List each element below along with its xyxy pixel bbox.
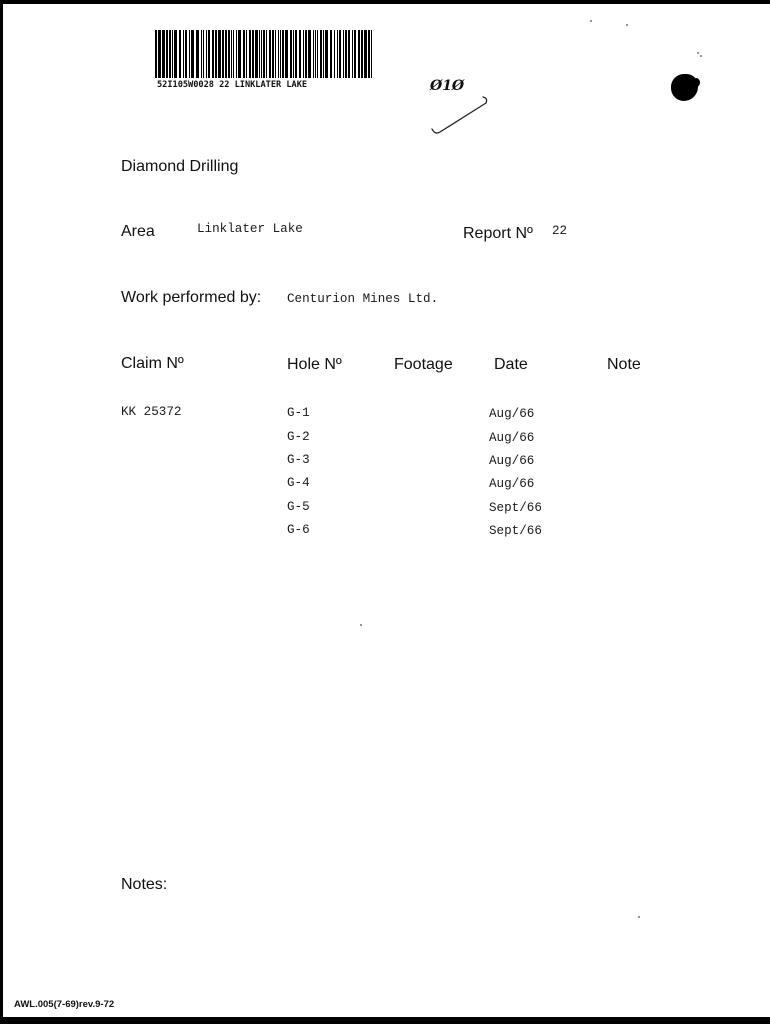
barcode-bar <box>238 30 241 78</box>
barcode-bar <box>225 30 227 78</box>
barcode-bar <box>285 30 288 78</box>
barcode-bar <box>166 30 168 78</box>
barcode-bar <box>255 30 258 78</box>
barcode-bar <box>208 30 210 78</box>
form-code: AWL.005(7-69)rev.9-72 <box>14 999 115 1010</box>
scan-speck <box>626 24 628 26</box>
barcode-bar <box>308 30 311 78</box>
barcode-bar <box>299 30 301 78</box>
date-cell: Aug/66 <box>489 431 535 445</box>
barcode-bar <box>361 30 363 78</box>
area-value: Linklater Lake <box>197 222 303 236</box>
note-header: Note <box>607 356 641 373</box>
ink-blot-edge <box>693 78 700 87</box>
barcode-bar <box>272 30 274 78</box>
barcode-bar <box>249 30 251 78</box>
barcode-bar <box>339 30 341 78</box>
hole-cell: G-4 <box>287 476 310 490</box>
barcode-bar <box>162 30 165 78</box>
notes-label: Notes: <box>121 876 168 893</box>
handwritten-check-stroke <box>428 92 492 140</box>
scan-speck <box>638 916 640 918</box>
barcode-bar <box>364 30 367 78</box>
barcode-bar <box>313 30 314 78</box>
barcode-bar <box>275 30 276 78</box>
barcode-bar <box>330 30 332 78</box>
scan-speck <box>697 52 699 54</box>
barcode-bar <box>323 30 324 78</box>
barcode-bar <box>343 30 344 78</box>
barcode-bar <box>206 30 207 78</box>
barcode-bar <box>218 30 221 78</box>
barcode-bar <box>317 30 318 78</box>
barcode-bar <box>243 30 245 78</box>
scan-speck <box>360 624 362 626</box>
scan-edge-bottom <box>0 1017 770 1024</box>
handwritten-code: Ø1Ø <box>430 78 465 94</box>
barcode-bar <box>212 30 214 78</box>
barcode-bar <box>358 30 360 78</box>
barcode-bar <box>196 30 199 78</box>
scan-edge-top <box>0 0 770 4</box>
barcode-bar <box>269 30 271 78</box>
scan-speck <box>700 55 702 57</box>
barcode-bar <box>348 30 350 78</box>
barcode-bar <box>172 30 173 78</box>
barcode-bar <box>215 30 217 78</box>
barcode-bar <box>371 30 372 78</box>
barcode-bar <box>179 30 181 78</box>
hole-cell: G-1 <box>287 406 310 420</box>
barcode-bar <box>334 30 335 78</box>
barcode-bar <box>183 30 184 78</box>
hole-cell: G-5 <box>287 500 310 514</box>
barcode-bar <box>222 30 224 78</box>
barcode-bar <box>263 30 265 78</box>
barcode-bar <box>295 30 297 78</box>
barcode-bar <box>303 30 304 78</box>
barcode-bar <box>293 30 294 78</box>
barcode-bar <box>278 30 279 78</box>
barcode-bar <box>345 30 347 78</box>
barcode-bar <box>320 30 322 78</box>
work-performed-label: Work performed by: <box>121 289 262 306</box>
barcode-bar <box>233 30 234 78</box>
barcode-caption: 52I105W0028 22 LINKLATER LAKE <box>157 80 308 90</box>
date-cell: Aug/66 <box>489 454 535 468</box>
barcode-bar <box>337 30 338 78</box>
barcode-bar <box>282 30 284 78</box>
barcode-bar <box>266 30 267 78</box>
date-header: Date <box>494 356 528 373</box>
barcode-bar <box>252 30 254 78</box>
claim-number-header: Claim Nº <box>121 355 184 372</box>
barcode-bar <box>280 30 281 78</box>
hole-number-header: Hole Nº <box>287 356 342 373</box>
hole-cell: G-6 <box>287 523 310 537</box>
date-cell: Sept/66 <box>489 524 542 538</box>
claim-cell: KK 25372 <box>121 405 182 419</box>
barcode-bar <box>189 30 190 78</box>
barcode-bar <box>246 30 247 78</box>
barcode-bar <box>169 30 171 78</box>
footage-header: Footage <box>394 356 453 373</box>
barcode-bar <box>203 30 204 78</box>
barcode-bar <box>305 30 307 78</box>
scan-speck <box>590 20 592 22</box>
barcode-bar <box>236 30 237 78</box>
barcode-bar <box>368 30 370 78</box>
date-cell: Sept/66 <box>489 501 542 515</box>
barcode-bar <box>325 30 328 78</box>
barcode-bar <box>158 30 161 78</box>
report-number-value: 22 <box>552 224 568 238</box>
hole-cell: G-2 <box>287 430 310 444</box>
barcode-bar <box>290 30 292 78</box>
area-label: Area <box>121 223 155 240</box>
barcode-bar <box>191 30 194 78</box>
barcode-bar <box>231 30 232 78</box>
barcode <box>155 30 373 78</box>
barcode-bar <box>261 30 262 78</box>
document-title: Diamond Drilling <box>121 158 239 175</box>
work-performed-value: Centurion Mines Ltd. <box>287 292 439 306</box>
barcode-bar <box>185 30 187 78</box>
hole-cell: G-3 <box>287 453 310 467</box>
date-cell: Aug/66 <box>489 477 535 491</box>
barcode-bar <box>201 30 202 78</box>
barcode-bar <box>259 30 260 78</box>
barcode-bar <box>228 30 230 78</box>
barcode-bar <box>155 30 157 78</box>
date-cell: Aug/66 <box>489 407 535 421</box>
report-number-label: Report Nº <box>463 225 533 242</box>
barcode-bar <box>315 30 316 78</box>
barcode-bar <box>174 30 177 78</box>
barcode-bar <box>354 30 356 78</box>
barcode-bar <box>352 30 353 78</box>
scan-edge-left <box>0 0 3 1024</box>
